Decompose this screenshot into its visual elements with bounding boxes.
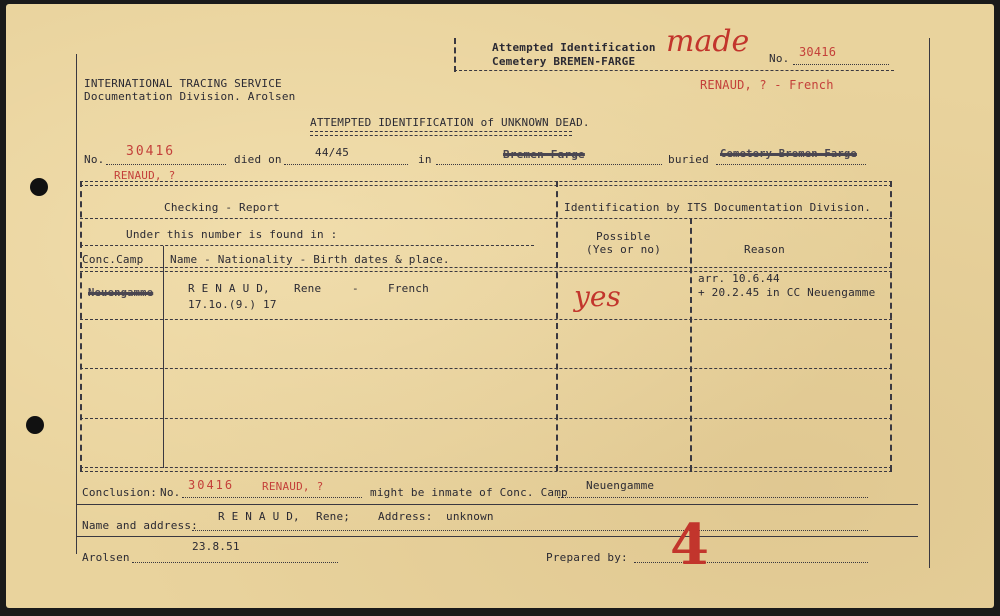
row-firstname: Rene [294, 282, 322, 295]
conclusion-name-value: RENAUD, ? [262, 480, 324, 493]
conclusion-no-value: 30416 [188, 478, 235, 492]
table-left-border [80, 181, 82, 471]
record-subname: RENAUD, ? [114, 169, 176, 182]
header-title-line1: Attempted Identification [492, 41, 656, 54]
record-died-label: died on [234, 153, 282, 166]
name-address-label: Name and address: [82, 519, 198, 532]
name-address-firstname: Rene; [316, 510, 351, 523]
punch-hole-bottom [26, 416, 44, 434]
table-right-header: Identification by ITS Documentation Division. [564, 201, 872, 214]
col-reason-header: Reason [744, 243, 785, 256]
conclusion-camp-value: Neuengamme [586, 479, 655, 492]
punch-hole-top [30, 178, 48, 196]
row-rule-1 [80, 319, 892, 320]
col-name-header: Name - Nationality - Birth dates & place. [170, 253, 450, 266]
handwritten-made: made [666, 24, 750, 59]
row-surname: R E N A U D, [188, 282, 270, 295]
table-right-border [890, 181, 892, 471]
record-in-value: Bremen-Farge [503, 148, 585, 161]
top-right-name: RENAUD, ? - French [700, 78, 834, 92]
name-address-address-label: Address: [378, 510, 433, 523]
record-died-dots [284, 164, 408, 165]
footer-prepared-label: Prepared by: [546, 551, 628, 564]
conclusion-label: Conclusion: [82, 486, 158, 499]
name-address-rule [76, 536, 918, 537]
header-box-left-border [454, 38, 456, 72]
conclusion-no-label: No. [160, 486, 181, 499]
card-right-rule [929, 38, 930, 568]
row-nationality: French [388, 282, 429, 295]
name-address-dots [192, 530, 868, 531]
conclusion-rule [76, 504, 918, 505]
conclusion-inmate-text: might be inmate of Conc. Camp [370, 486, 568, 499]
col-possible-header-1: Possible [596, 230, 651, 243]
header-title-line2: Cemetery BREMEN-FARGE [492, 55, 636, 68]
row-reason-2: + 20.2.45 in CC Neuengamme [698, 286, 876, 299]
document-title: ATTEMPTED IDENTIFICATION of UNKNOWN DEAD. [310, 116, 590, 129]
table-bottom-border [80, 467, 892, 472]
record-in-label: in [418, 153, 432, 166]
table-header-rule [80, 218, 892, 219]
row-dash: - [352, 282, 359, 295]
title-underline [310, 131, 572, 136]
row-camp: Neuengamme [88, 287, 154, 299]
row-possible-handwritten: yes [574, 280, 621, 313]
record-buried-dots [716, 164, 866, 165]
header-box-bottom-border [454, 70, 894, 71]
record-no-dots [106, 164, 226, 165]
record-buried-label: buried [668, 153, 709, 166]
table-top-border [80, 181, 892, 186]
header-no-label: No. [769, 52, 790, 65]
record-in-dots [436, 164, 662, 165]
index-card [6, 4, 994, 608]
header-no-value: 30416 [799, 45, 837, 59]
table-camp-divider [163, 246, 164, 468]
row-birth: 17.1o.(9.) 17 [188, 298, 277, 311]
table-mid-divider [556, 181, 558, 471]
record-no-value: 30416 [126, 144, 176, 159]
table-left-header: Checking - Report [164, 201, 280, 214]
conclusion-camp-dots [558, 497, 868, 498]
card-left-rule [76, 54, 77, 554]
footer-place: Arolsen [82, 551, 130, 564]
footer-date: 23.8.51 [192, 540, 240, 553]
issuer-line2: Documentation Division. Arolsen [84, 90, 296, 103]
row-reason-1: arr. 10.6.44 [698, 272, 780, 285]
name-address-surname: R E N A U D, [218, 510, 300, 523]
name-address-address-value: unknown [446, 510, 494, 523]
under-number-rule [80, 245, 534, 246]
under-number-label: Under this number is found in : [126, 228, 338, 241]
conclusion-no-dots [182, 497, 362, 498]
table-possible-divider [690, 218, 692, 471]
issuer-line1: INTERNATIONAL TRACING SERVICE [84, 77, 282, 90]
record-buried-value: Cemetery Bremen-Farge [720, 148, 857, 160]
row-rule-3 [80, 418, 892, 419]
footer-signature: 4 [670, 512, 709, 578]
footer-date-dots [132, 562, 338, 563]
record-no-label: No. [84, 153, 105, 166]
row-rule-2 [80, 368, 892, 369]
col-possible-header-2: (Yes or no) [586, 243, 662, 256]
col-camp-header: Conc.Camp [82, 253, 144, 266]
record-died-value: 44/45 [315, 146, 350, 159]
header-no-dots [793, 64, 889, 65]
